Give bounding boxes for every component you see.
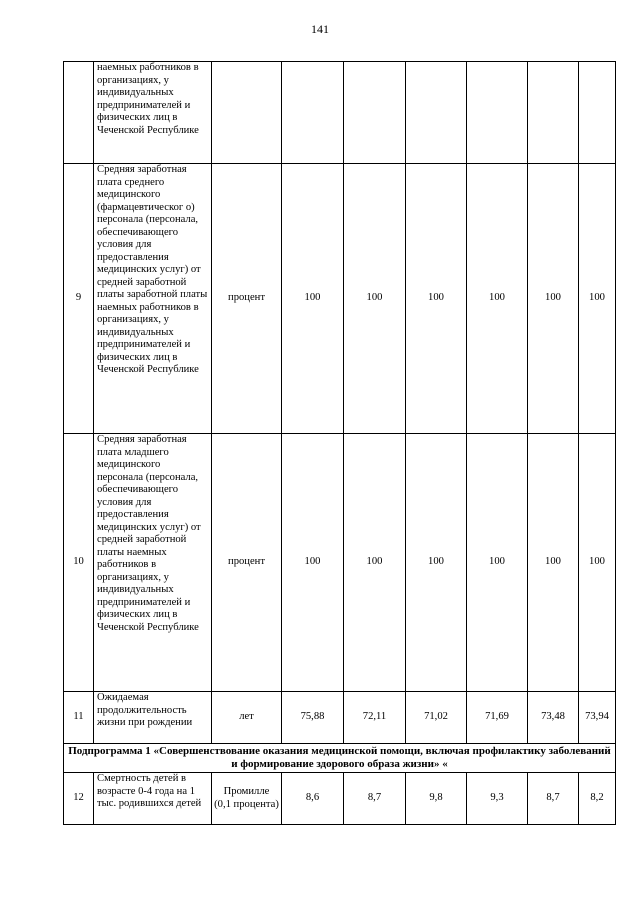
value-cell: 100 [406,434,467,692]
indicator-description: Средняя заработная плата среднего медицинского (фармацевтическог о) персонала (персонала, обеспечивающего условия для предоставления медицинских услуг) от средней заработной платы заработной платы наемных работников в организациях, у индивидуальных предпринимателей и физических лиц в Чеченской Республике [94,164,212,434]
value-cell: 9,8 [406,773,467,825]
section-header-row [64,744,616,773]
table-row [64,692,616,744]
value-cell: 8,7 [344,773,406,825]
page-number: 141 [311,22,329,36]
value-cell: 100 [282,164,344,434]
value-cell: 100 [282,434,344,692]
indicators-table [63,61,616,825]
value-cell: 8,7 [528,773,579,825]
unit-cell: процент [212,164,282,434]
indicator-description: Смертность детей в возрасте 0-4 года на 1 тыс. родившихся детей [94,773,212,825]
value-cell: 75,88 [282,692,344,744]
value-cell [406,62,467,164]
row-number: 12 [64,773,94,825]
indicator-description: Средняя заработная плата младшего медицинского персонала (персонала, обеспечивающего условия для предоставления медицинских услуг) от средней заработной платы наемных работников в организациях, у индивидуальных предпринимателей и физических лиц в Чеченской Республике [94,434,212,692]
row-number: 10 [64,434,94,692]
subprogram-heading: Подпрограмма 1 «Совершенствование оказания медицинской помощи, включая профилактику заболеваний и формирование здорового образа жизни» « [64,744,616,773]
value-cell: 100 [579,164,616,434]
value-cell: 100 [528,434,579,692]
value-cell: 100 [344,434,406,692]
row-number: 9 [64,164,94,434]
value-cell [282,62,344,164]
value-cell: 73,94 [579,692,616,744]
table-row [64,773,616,825]
value-cell: 100 [467,164,528,434]
value-cell: 8,2 [579,773,616,825]
value-cell [344,62,406,164]
indicator-description: Ожидаемая продолжительность жизни при рождении [94,692,212,744]
indicator-description: наемных работников в организациях, у индивидуальных предпринимателей и физических лиц в Чеченской Республике [94,62,212,164]
table-row [64,434,616,692]
value-cell: 100 [406,164,467,434]
value-cell: 100 [579,434,616,692]
value-cell: 100 [528,164,579,434]
table-row [64,62,616,164]
value-cell: 71,02 [406,692,467,744]
table-row [64,164,616,434]
value-cell: 9,3 [467,773,528,825]
value-cell: 100 [467,434,528,692]
value-cell: 100 [344,164,406,434]
value-cell [467,62,528,164]
value-cell: 71,69 [467,692,528,744]
row-number [64,62,94,164]
value-cell [528,62,579,164]
row-number: 11 [64,692,94,744]
value-cell [579,62,616,164]
unit-cell: лет [212,692,282,744]
value-cell: 72,11 [344,692,406,744]
unit-cell: процент [212,434,282,692]
value-cell: 73,48 [528,692,579,744]
unit-cell: Промилле (0,1 процента) [212,773,282,825]
unit-cell [212,62,282,164]
value-cell: 8,6 [282,773,344,825]
